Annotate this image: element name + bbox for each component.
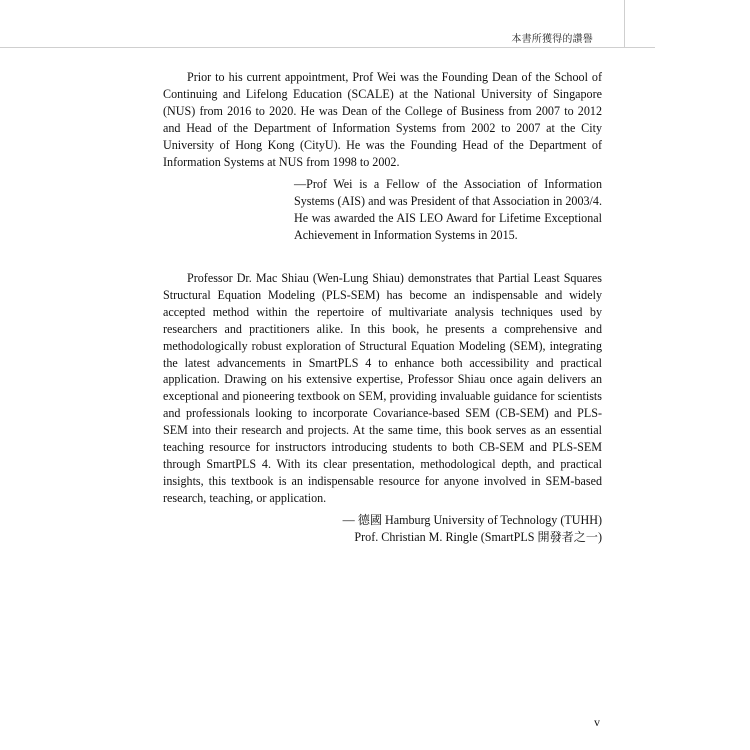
endorsement-quote-wei: —Prof Wei is a Fellow of the Association of Information Systems (AIS) and was President of that Association in 2003/4. He was awarded the AIS LEO Award for Lifetime Exceptional Achievement in Information Systems in 2015. bbox=[294, 177, 602, 242]
attribution-affiliation: — 德國 Hamburg University of Technology (TUHH) bbox=[342, 513, 602, 527]
header-rule bbox=[0, 47, 655, 48]
paragraph-text: Professor Dr. Mac Shiau (Wen-Lung Shiau) demonstrates that Partial Least Squares Structural Equation Modeling (PLS-SEM) has become an indispensable and widely accepted method within the repertoire of multivariate analysis techniques used by researchers and practitioners alike. In this book, he presents a comprehensive and methodologically robust exploration of Structural Equation Modeling (SEM), integrating the latest advancements in SmartPLS 4 to enhance both accessibility and practical application. Drawing on his extensive expertise, Professor Shiau once again delivers an exceptional and pioneering textbook on SEM, providing invaluable guidance for scientists and professionals looking to incorporate Covariance-based SEM (CB-SEM) and PLS-SEM into their research and projects. At the same time, this book serves as an essential teaching resource for instructors introducing students to both CB-SEM and PLS-SEM through SmartPLS 4. With its clear presentation, methodological depth, and practical insights, this textbook is an indispensable resource for anyone involved in SEM-based research, teaching, or application. bbox=[163, 271, 602, 505]
endorsement-paragraph-wei bbox=[163, 69, 602, 170]
paragraph-text: Prior to his current appointment, Prof Wei was the Founding Dean of the School of Continuing and Lifelong Education (SCALE) at the National University of Singapore (NUS) from 2016 to 2020. He was Dean of the College of Business from 2007 to 2012 and Head of the Department of Information Systems from 2002 to 2007 at the City University of Hong Kong (CityU). He was the Founding Head of the Department of Information Systems at NUS from 1998 to 2002. bbox=[163, 70, 602, 169]
running-header-title: 本書所獲得的讚譽 bbox=[511, 34, 593, 45]
endorsement-attribution bbox=[343, 512, 602, 546]
endorsement-paragraph-ringle bbox=[163, 270, 602, 507]
header-vertical-rule bbox=[624, 0, 625, 48]
attribution-name: Prof. Christian M. Ringle (SmartPLS 開發者之一) bbox=[354, 530, 602, 544]
page-number: v bbox=[594, 715, 600, 729]
